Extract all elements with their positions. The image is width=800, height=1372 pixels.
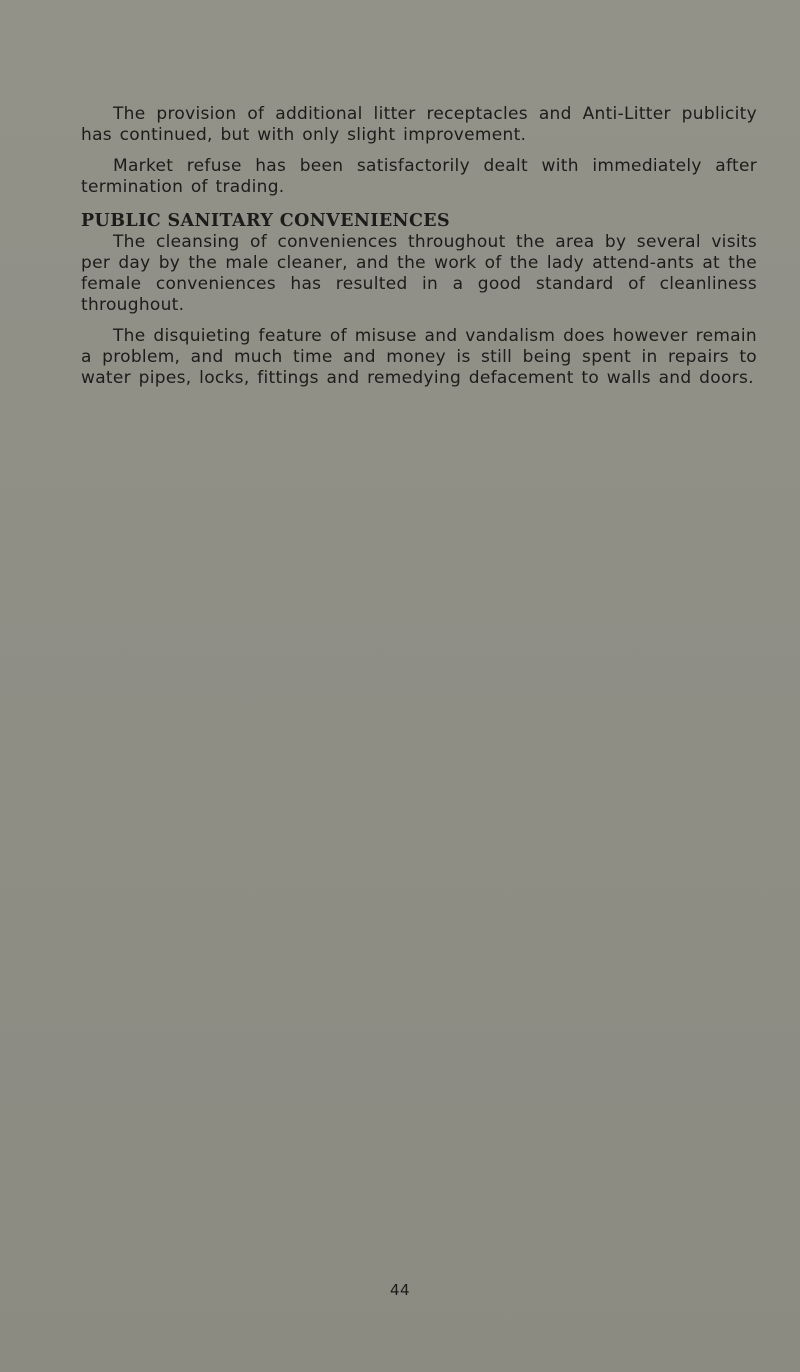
- paragraph-vandalism: The disquieting feature of misuse and vandalism does however remain a problem, and much time and money is still being spent in repairs to water pipes, locks, fittings and remedying defacement to walls and doors.: [81, 326, 757, 388]
- paragraph-cleansing: The cleansing of conveniences throughout the area by several visits per day by the male cleaner, and the work of the lady attend-ants at the female conveniences has resulted in a good standard of cleanliness throughout.: [81, 232, 757, 315]
- section-heading: PUBLIC SANITARY CONVENIENCES: [81, 211, 451, 231]
- paragraph-litter: The provision of additional litter receptacles and Anti-Litter publicity has continued, but with only slight improvement.: [81, 104, 757, 145]
- page-number: 44: [389, 1281, 411, 1299]
- body-text: [81, 104, 757, 389]
- paragraph-market-refuse: Market refuse has been satisfactorily dealt with immediately after termination of trading.: [81, 156, 757, 197]
